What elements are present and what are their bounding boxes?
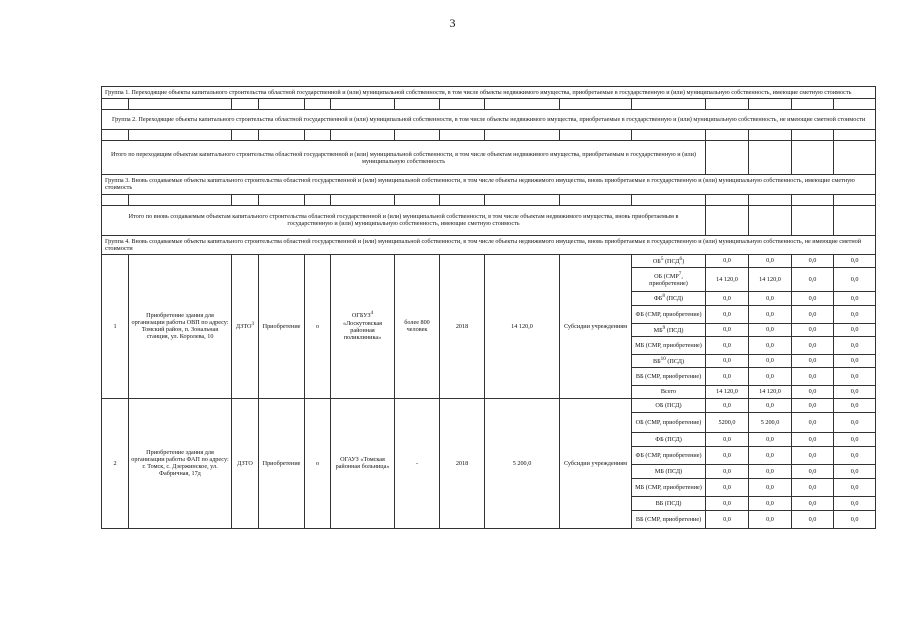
total-pere-row xyxy=(102,141,876,175)
funding-value: 0,0 xyxy=(792,385,834,398)
object-holder: ОГАУЗ «Томская районная больница» xyxy=(331,398,395,528)
funding-source-footnote: 5 xyxy=(660,255,664,262)
funding-value: 0,0 xyxy=(834,254,876,267)
empty-row xyxy=(102,130,876,141)
funding-value: 0,0 xyxy=(749,510,792,528)
funding-value: 0,0 xyxy=(834,478,876,496)
object-holder-footnote: 4 xyxy=(370,310,374,317)
funding-value: 0,0 xyxy=(706,464,749,478)
funding-source: ВБ (СМР, приобретение) xyxy=(632,510,706,528)
object-customer-footnote: 3 xyxy=(251,321,255,328)
funding-source: ОБ (ПСД) xyxy=(632,398,706,412)
page-number: 3 xyxy=(449,16,456,30)
object-number: 2 xyxy=(102,398,129,528)
funding-value: 0,0 xyxy=(749,367,792,385)
object-name: Приобретение здания для организации работы ОВП по адресу: Томский район, п. Зональная станция, ул. Королева, 10 xyxy=(129,254,232,398)
funding-value: 0,0 xyxy=(834,446,876,464)
funding-value: 0,0 xyxy=(706,496,749,510)
funding-row xyxy=(102,398,876,412)
funding-value: 14 120,0 xyxy=(749,267,792,291)
funding-value: 0,0 xyxy=(792,254,834,267)
group-1-row xyxy=(102,87,876,99)
object-name: Приобретение здания для организации работы ФАП по адресу: г. Томск, с. Дзержинское, ул. Фабричная, 17д xyxy=(129,398,232,528)
funding-source: $МБ^9$ (ПСД) xyxy=(632,323,706,336)
funding-source: ВБ (ПСД) xyxy=(632,496,706,510)
funding-source-footnote: 10 xyxy=(660,355,666,362)
funding-value: 0,0 xyxy=(706,254,749,267)
total-new-row xyxy=(102,205,876,235)
investment-table xyxy=(101,86,876,529)
object-flag: о xyxy=(305,398,331,528)
funding-value: 0,0 xyxy=(792,446,834,464)
funding-value: 0,0 xyxy=(834,496,876,510)
funding-value: 14 120,0 xyxy=(749,385,792,398)
funding-value: 0,0 xyxy=(749,291,792,305)
group-3-title: Группа 3. Вновь создаваемые объекты капитального строительства областной государственной и (или) муниципальной собственности, в том числе объекты недвижимого имущества, вновь приобретаемые в государственную и (или) муниципальную собственность, имеющие сметную стоимость xyxy=(102,175,876,194)
funding-value: 5200,0 xyxy=(706,412,749,432)
funding-source-footnote: 8 xyxy=(662,293,665,300)
funding-value: 0,0 xyxy=(834,336,876,354)
group-4-title: Группа 4. Вновь создаваемые объекты капитального строительства областной государственной и (или) муниципальной собственности, в том числе объекты недвижимого имущества, вновь приобретаемые в государственную и (или) муниципальную собственность, не имеющие сметной стоимости xyxy=(102,235,876,254)
funding-value: 0,0 xyxy=(792,336,834,354)
funding-source: ФБ (ПСД) xyxy=(632,432,706,446)
funding-value: 0,0 xyxy=(792,510,834,528)
funding-value: 5 200,0 xyxy=(749,412,792,432)
object-customer: ДЗТО xyxy=(232,398,259,528)
object-cost: 5 200,0 xyxy=(485,398,560,528)
funding-value: 14 120,0 xyxy=(706,385,749,398)
object-year: 2018 xyxy=(440,254,485,398)
funding-value: 0,0 xyxy=(706,446,749,464)
funding-value: 14 120,0 xyxy=(706,267,749,291)
funding-value: 0,0 xyxy=(706,367,749,385)
funding-value: 0,0 xyxy=(792,412,834,432)
group-3-row xyxy=(102,175,876,194)
funding-value: 0,0 xyxy=(706,323,749,336)
object-flag: о xyxy=(305,254,331,398)
funding-value: 0,0 xyxy=(749,398,792,412)
funding-value: 0,0 xyxy=(792,291,834,305)
funding-value: 0,0 xyxy=(749,323,792,336)
empty-row xyxy=(102,194,876,205)
object-customer: ДЗТО$^3$ xyxy=(232,254,259,398)
funding-value: 0,0 xyxy=(706,432,749,446)
object-holder: ОГБУЗ$^4$ «Лоскутовская районная поликлиника» xyxy=(331,254,395,398)
funding-value: 0,0 xyxy=(834,464,876,478)
object-action: Приобретение xyxy=(259,254,305,398)
total-pere-label: Итого по переходящим объектам капитального строительства областной государственной и (или) муниципальной собственности, в том числе объектам недвижимого имущества, приобретаемым в государственную и (или) муниципальную собственность xyxy=(102,141,706,175)
object-capacity: - xyxy=(395,398,440,528)
funding-value: 0,0 xyxy=(749,496,792,510)
funding-source: ФБ (СМР, приобретение) xyxy=(632,446,706,464)
object-action: Приобретение xyxy=(259,398,305,528)
object-year: 2018 xyxy=(440,398,485,528)
funding-value: 0,0 xyxy=(792,398,834,412)
funding-value: 0,0 xyxy=(834,510,876,528)
funding-source: Всего xyxy=(632,385,706,398)
object-form: Субсидии учреждениям xyxy=(560,254,632,398)
funding-value: 0,0 xyxy=(749,305,792,323)
funding-value: 0,0 xyxy=(834,432,876,446)
funding-row xyxy=(102,254,876,267)
funding-source: МБ (СМР, приобретение) xyxy=(632,478,706,496)
funding-value: 0,0 xyxy=(749,478,792,496)
object-form: Субсидии учреждениям xyxy=(560,398,632,528)
funding-value: 0,0 xyxy=(749,464,792,478)
total-new-label: Итого по вновь создаваемым объектам капитального строительства областной государственной и (или) муниципальной собственности, в том числе объектам недвижимого имущества, вновь приобретаемым в государственную и (или) муниципальную собственность, имеющие сметную стоимость xyxy=(102,205,706,235)
funding-source: ОБ (СМР$^7$, приобретение) xyxy=(632,267,706,291)
funding-value: 0,0 xyxy=(834,305,876,323)
funding-source: $ФБ^8$ (ПСД) xyxy=(632,291,706,305)
funding-value: 0,0 xyxy=(834,385,876,398)
funding-value: 0,0 xyxy=(834,398,876,412)
funding-value: 0,0 xyxy=(706,336,749,354)
funding-value: 0,0 xyxy=(706,398,749,412)
group-1-title: Группа 1. Переходящие объекты капитального строительства областной государственной и (или) муниципальной собственности, в том числе объекты недвижимого имущества, приобретаемые в государственную и (или) муниципальную собственность, имеющие сметную стоимость xyxy=(102,87,876,99)
funding-value: 0,0 xyxy=(792,267,834,291)
empty-row xyxy=(102,99,876,110)
group-2-row xyxy=(102,110,876,130)
funding-value: 0,0 xyxy=(834,412,876,432)
funding-source: ОБ (СМР, приобретение) xyxy=(632,412,706,432)
funding-source: МБ (СМР, приобретение) xyxy=(632,336,706,354)
group-4-row xyxy=(102,235,876,254)
funding-value: 0,0 xyxy=(706,354,749,367)
funding-source: МБ (ПСД) xyxy=(632,464,706,478)
group-2-title: Группа 2. Переходящие объекты капитального строительства областной государственной и (или) муниципальной собственности, в том числе объекты недвижимого имущества, приобретаемые в государственную и (или) муниципальную собственность, не имеющие сметной стоимости xyxy=(102,110,876,130)
funding-source-footnote: 7 xyxy=(678,270,682,277)
funding-value: 0,0 xyxy=(792,478,834,496)
funding-value: 0,0 xyxy=(792,432,834,446)
funding-value: 0,0 xyxy=(792,496,834,510)
funding-value: 0,0 xyxy=(792,354,834,367)
funding-value: 0,0 xyxy=(749,432,792,446)
funding-value: 0,0 xyxy=(706,478,749,496)
funding-value: 0,0 xyxy=(749,446,792,464)
object-capacity: более 800 человек xyxy=(395,254,440,398)
funding-value: 0,0 xyxy=(834,291,876,305)
funding-source: ВБ (СМР, приобретение) xyxy=(632,367,706,385)
funding-source: ВБ$^{10}$ (ПСД) xyxy=(632,354,706,367)
funding-source: ФБ (СМР, приобретение) xyxy=(632,305,706,323)
funding-value: 0,0 xyxy=(706,291,749,305)
funding-value: 0,0 xyxy=(706,510,749,528)
funding-value: 0,0 xyxy=(749,354,792,367)
funding-value: 0,0 xyxy=(792,464,834,478)
funding-value: 0,0 xyxy=(792,305,834,323)
object-number: 1 xyxy=(102,254,129,398)
funding-source: $ОБ^5$ (ПСД$^6$) xyxy=(632,254,706,267)
funding-source-footnote: 6 xyxy=(679,255,683,262)
funding-value: 0,0 xyxy=(749,336,792,354)
funding-value: 0,0 xyxy=(834,367,876,385)
funding-source-footnote: 9 xyxy=(662,324,666,331)
object-cost: 14 120,0 xyxy=(485,254,560,398)
funding-value: 0,0 xyxy=(749,254,792,267)
funding-value: 0,0 xyxy=(834,354,876,367)
funding-value: 0,0 xyxy=(834,323,876,336)
funding-value: 0,0 xyxy=(706,305,749,323)
funding-value: 0,0 xyxy=(792,367,834,385)
funding-value: 0,0 xyxy=(834,267,876,291)
funding-value: 0,0 xyxy=(792,323,834,336)
